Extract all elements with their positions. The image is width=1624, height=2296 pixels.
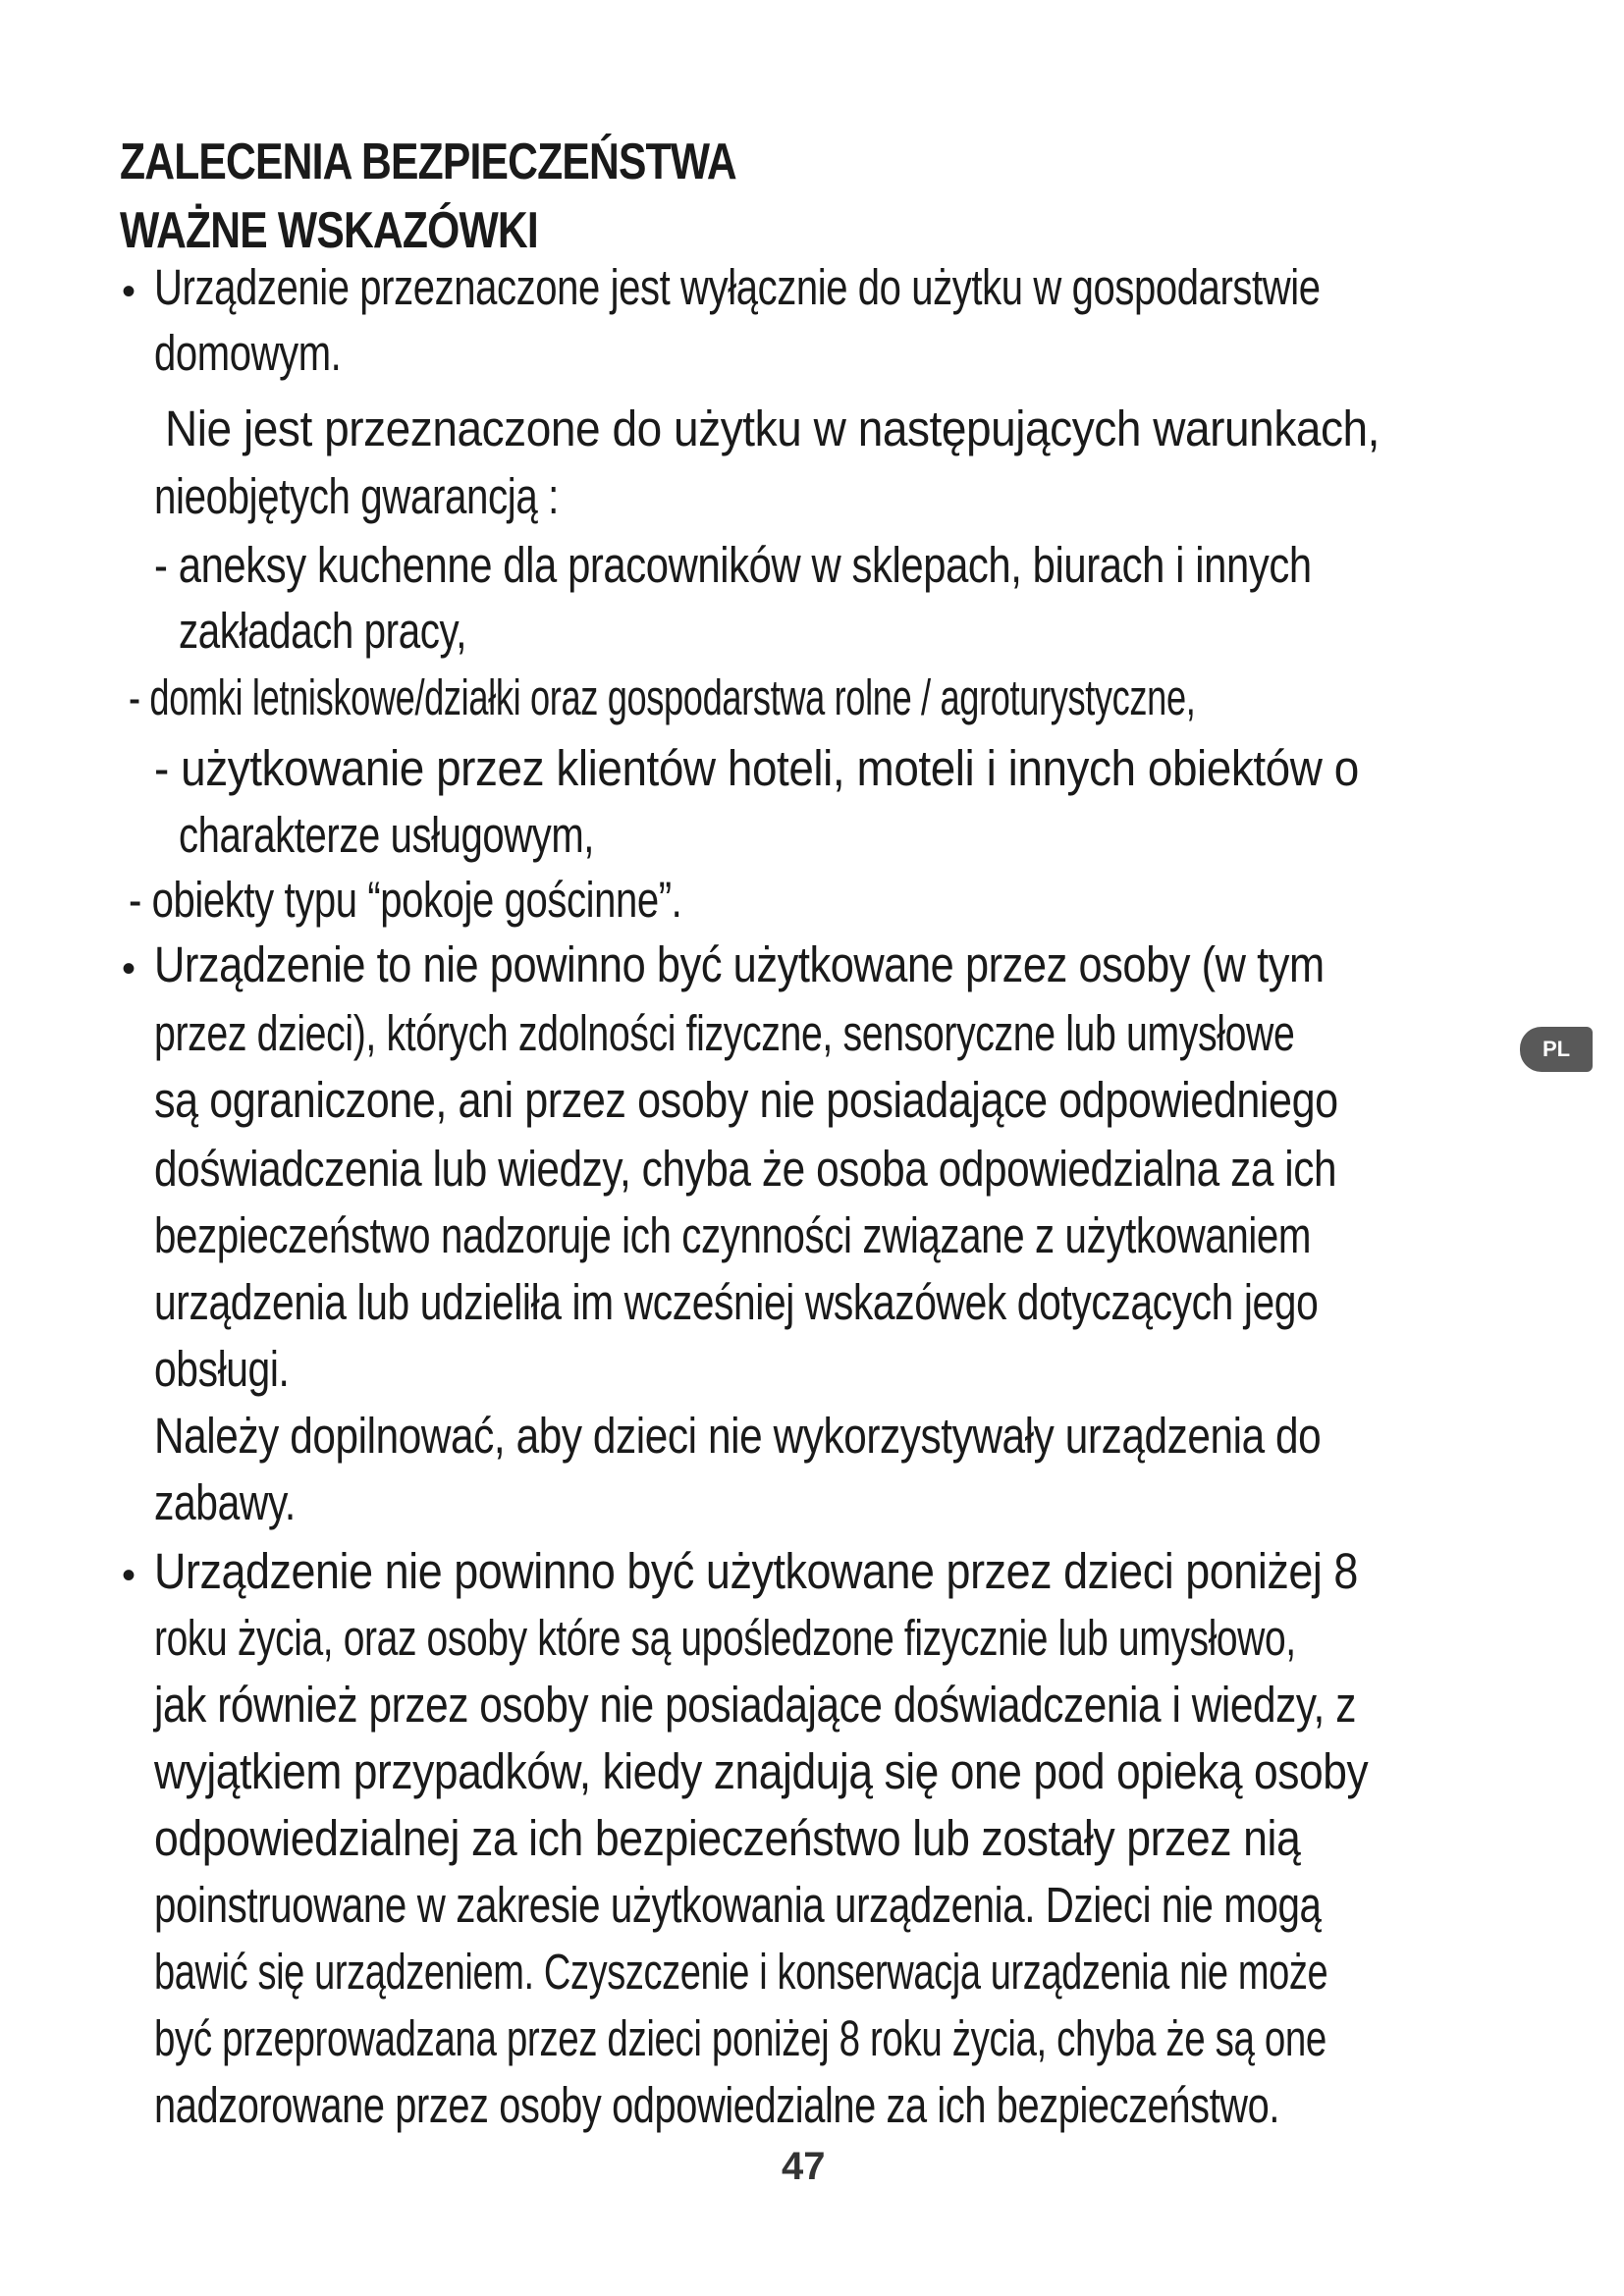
page-number: 47 — [782, 2145, 826, 2188]
text-line: przez dzieci), których zdolności fizyczne, sensoryczne lub umysłowe — [154, 1005, 1295, 1061]
text-line: roku życia, oraz osoby które są upośledzone fizycznie lub umysłowo, — [154, 1610, 1296, 1666]
text-line: charakterze usługowym, — [179, 807, 595, 863]
text-line: - obiekty typu “pokoje gościnne”. — [129, 872, 682, 928]
text-line: doświadczenia lub wiedzy, chyba że osoba odpowiedzialna za ich — [154, 1141, 1337, 1197]
text-line: być przeprowadzana przez dzieci poniżej 8 roku życia, chyba że są one — [154, 2010, 1326, 2066]
text-line: - aneksy kuchenne dla pracowników w sklepach, biurach i innych — [154, 537, 1312, 593]
text-line: Urządzenie nie powinno być użytkowane przez dzieci poniżej 8 — [154, 1543, 1358, 1599]
section-subtitle: WAŻNE WSKAZÓWKI — [120, 202, 538, 259]
text-line: nadzorowane przez osoby odpowiedzialne za ich bezpieczeństwo. — [154, 2077, 1280, 2133]
text-line: Urządzenie przeznaczone jest wyłącznie do użytku w gospodarstwie — [154, 259, 1321, 315]
text-line: nieobjętych gwarancją : — [154, 468, 559, 524]
text-line: poinstruowane w zakresie użytkowania urządzenia. Dzieci nie mogą — [154, 1877, 1322, 1933]
text-line: zabawy. — [154, 1474, 296, 1530]
text-line: - domki letniskowe/działki oraz gospodarstwa rolne / agroturystyczne, — [129, 669, 1196, 725]
text-line: obsługi. — [154, 1341, 290, 1397]
text-line: zakładach pracy, — [179, 603, 467, 659]
text-line: odpowiedzialnej za ich bezpieczeństwo lub zostały przez nią — [154, 1810, 1301, 1866]
bullet-marker: • — [122, 270, 136, 313]
text-line: urządzenia lub udzieliła im wcześniej wskazówek dotyczących jego — [154, 1274, 1319, 1330]
text-line: Należy dopilnować, aby dzieci nie wykorzystywały urządzenia do — [154, 1408, 1322, 1464]
bullet-marker: • — [122, 1554, 136, 1597]
text-line: wyjątkiem przypadków, kiedy znajdują się one pod opieką osoby — [154, 1743, 1369, 1799]
text-line: Nie jest przeznaczone do użytku w następujących warunkach, — [165, 400, 1380, 456]
text-line: są ograniczone, ani przez osoby nie posiadające odpowiedniego — [154, 1072, 1338, 1128]
text-line: Urządzenie to nie powinno być użytkowane przez osoby (w tym — [154, 936, 1325, 992]
text-line: jak również przez osoby nie posiadające doświadczenia i wiedzy, z — [154, 1677, 1356, 1733]
bullet-marker: • — [122, 947, 136, 990]
section-title: ZALECENIA BEZPIECZEŃSTWA — [120, 133, 736, 190]
text-line: domowym. — [154, 325, 342, 381]
text-line: bezpieczeństwo nadzoruje ich czynności związane z użytkowaniem — [154, 1207, 1312, 1263]
text-line: bawić się urządzeniem. Czyszczenie i konserwacja urządzenia nie może — [154, 1944, 1328, 2000]
language-badge: PL — [1520, 1027, 1593, 1072]
text-line: - użytkowanie przez klientów hoteli, moteli i innych obiektów o — [154, 740, 1359, 796]
